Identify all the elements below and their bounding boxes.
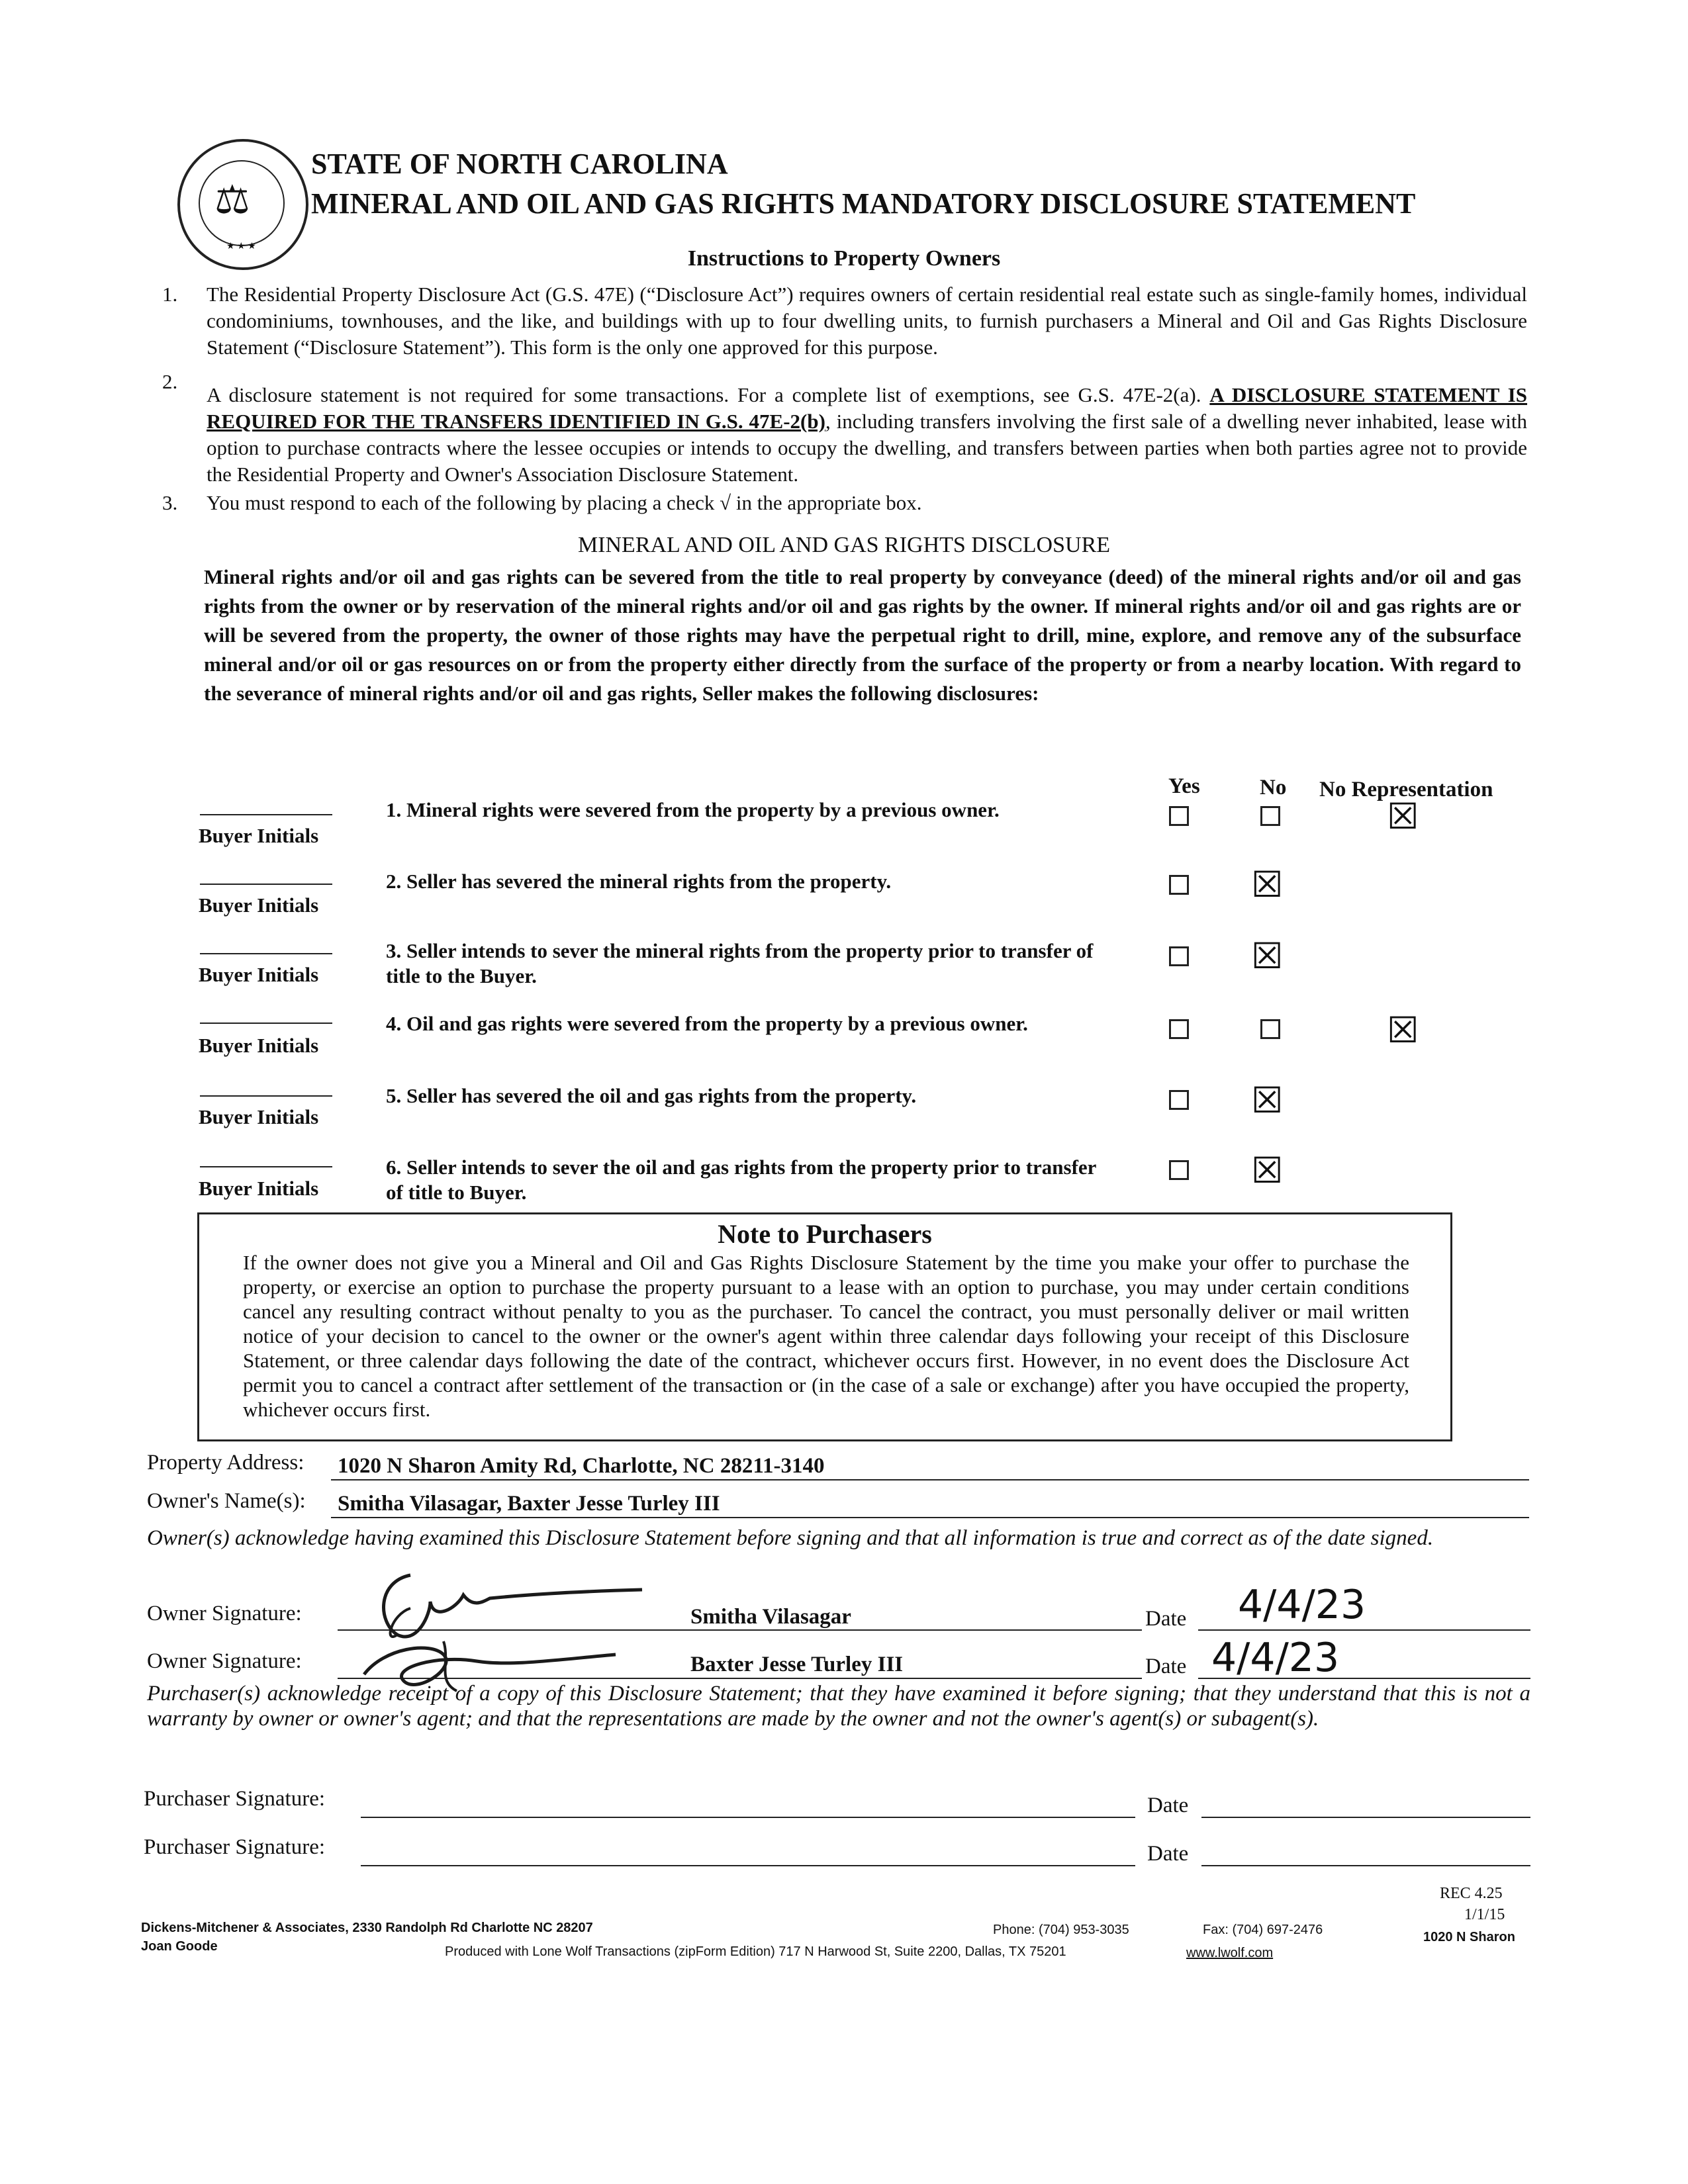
instruction-1-text: The Residential Property Disclosure Act (G.S. 47E) (“Disclosure Act”) requires owners of certain residential real estate such as single-family homes, individual condominiums, townhouses, and the like, and buildings with up to four dwelling units, to furnish purchasers a Mineral and Oil and Gas Rights Disclosure Statement (“Disclosure Statement”). This form is the only one approved for this purpose. — [207, 283, 1527, 359]
instruction-2-emphasis: A DISCLOSURE STATEMENT IS REQUIRED FOR THE TRANSFERS IDENTIFIED IN G.S. 47E-2(b) — [207, 383, 1528, 433]
seal-stars: ★ ★ ★ — [226, 242, 256, 251]
question-4: 4. Oil and gas rights were severed from the property by a previous owner. — [386, 1012, 1028, 1035]
question-6: 6. Seller intends to sever the oil and gas rights from the property prior to transfer of title to Buyer. — [386, 1156, 1096, 1204]
disclosure-intro: Mineral rights and/or oil and gas rights can be severed from the title to real property by conveyance (deed) of the mineral rights and/or oil and gas rights from the owner or by reservation of the mineral rights and/or oil and gas rights by the owner. If mineral rights and/or oil and gas rights are or will be severed from the property, the owner of those rights may have the perpetual right to drill, mine, explore, and remove any of the subsurface mineral and/or oil or gas resources on or from the property either directly from the surface of the property or from a nearby location. With regard to the severance of mineral rights and/or oil and gas rights, Seller makes the following disclosures: — [204, 565, 1521, 705]
website-link[interactable]: www.lwolf.com — [1186, 1946, 1274, 1960]
note-title: Note to Purchasers — [718, 1219, 932, 1249]
instruction-number-3: 3. — [162, 491, 178, 514]
instruction-number-2: 2. — [162, 370, 178, 393]
checkbox-q2-yes[interactable] — [1169, 875, 1189, 895]
disclosure-heading: MINERAL AND OIL AND GAS RIGHTS DISCLOSURE — [577, 533, 1111, 557]
note-text: If the owner does not give you a Mineral and Oil and Gas Rights Disclosure Statement by the time you make your offer to purchase the property, or exercise an option to purchase the property pursuant to a lease with an option to purchase, you may under certain conditions cancel any resulting contract without penalty to you as the purchaser. To cancel the contract, you must personally deliver or mail written notice of your decision to cancel to the owner or the owner's agent within three calendar days following your receipt of this Disclosure Statement, or three calendar days following the date of the contract, whichever occurs first. However, in no event does the Disclosure Act permit you to cancel a contract after settlement of the transaction or (in the case of a sale or exchange) after you have occupied the property, whichever occurs first. — [243, 1251, 1409, 1421]
owners-name-field[interactable]: Smitha Vilasagar, Baxter Jesse Turley III — [338, 1492, 720, 1516]
fax-number: Fax: (704) 697-2476 — [1203, 1923, 1323, 1937]
brokerage-info: Dickens-Mitchener & Associates, 2330 Randolph Rd Charlotte NC 28207 — [141, 1921, 593, 1935]
checkbox-q1-no-representation-checked[interactable]: ☒ — [1387, 796, 1419, 837]
instruction-2-part-b: , including transfers involving the first sale of a dwelling never inhabited, lease with option to purchase contracts where the lessee occupies or intends to occupy the dwelling, and transfers between parties when both parties agree not to provide the Residential Property and Owner's Association Disclosure Statement. — [207, 410, 1527, 486]
owner-1-date-field[interactable]: 4/4/23 — [1238, 1582, 1366, 1628]
purchaser-1-date-label: Date — [1147, 1794, 1189, 1817]
file-reference: 1020 N Sharon — [1423, 1930, 1515, 1944]
buyer-initials-line-1[interactable] — [200, 814, 332, 815]
seal-figures-icon: ⚖ — [214, 178, 246, 222]
buyer-initials-line-5[interactable] — [200, 1095, 332, 1097]
property-address-label: Property Address: — [147, 1451, 305, 1475]
buyer-initials-line-6[interactable] — [200, 1166, 332, 1167]
checkbox-q2-no-checked[interactable]: ☒ — [1251, 864, 1284, 905]
owners-name-label: Owner's Name(s): — [147, 1489, 306, 1513]
owner-2-date-label: Date — [1145, 1655, 1187, 1678]
instructions-heading: Instructions to Property Owners — [687, 246, 1001, 271]
checkbox-q3-yes[interactable] — [1169, 946, 1189, 966]
form-code: REC 4.25 — [1440, 1885, 1503, 1902]
owner-acknowledgement: Owner(s) acknowledge having examined this Disclosure Statement before signing and that all information is true and correct as of the date signed. — [147, 1526, 1434, 1550]
checkbox-q4-no-representation-checked[interactable]: ☒ — [1387, 1009, 1419, 1051]
owners-name-line — [331, 1517, 1529, 1518]
checkbox-q4-yes[interactable] — [1169, 1019, 1189, 1039]
buyer-initials-label-6: Buyer Initials — [199, 1177, 319, 1200]
owner-1-printed-name: Smitha Vilasagar — [690, 1605, 851, 1629]
purchaser-1-date-line[interactable] — [1201, 1817, 1530, 1818]
instruction-number-1: 1. — [162, 283, 178, 306]
owner-1-date-label: Date — [1145, 1607, 1187, 1631]
buyer-initials-label-5: Buyer Initials — [199, 1105, 319, 1128]
instruction-3-text: You must respond to each of the following by placing a check √ in the appropriate box. — [207, 491, 922, 514]
purchaser-signature-label-2: Purchaser Signature: — [144, 1835, 326, 1859]
buyer-initials-label-4: Buyer Initials — [199, 1034, 319, 1057]
checkbox-q6-no-checked[interactable]: ☒ — [1251, 1150, 1284, 1191]
purchaser-2-date-label: Date — [1147, 1842, 1189, 1866]
property-address-line — [331, 1479, 1529, 1480]
buyer-initials-line-2[interactable] — [200, 884, 332, 885]
purchaser-signature-label-1: Purchaser Signature: — [144, 1787, 326, 1811]
form-title-state: STATE OF NORTH CAROLINA — [311, 148, 728, 180]
buyer-initials-label-3: Buyer Initials — [199, 963, 319, 986]
owner-2-date-field[interactable]: 4/4/23 — [1211, 1635, 1340, 1681]
question-5: 5. Seller has severed the oil and gas rights from the property. — [386, 1084, 917, 1107]
checkbox-q4-no[interactable] — [1260, 1019, 1280, 1039]
form-revision-date: 1/1/15 — [1464, 1906, 1505, 1923]
checkbox-q1-yes[interactable] — [1169, 806, 1189, 826]
owner-1-date-line — [1198, 1629, 1530, 1631]
purchaser-signature-line-2[interactable] — [361, 1865, 1135, 1866]
owner-signature-label-1: Owner Signature: — [147, 1602, 302, 1625]
column-yes: Yes — [1168, 774, 1200, 798]
checkbox-q5-yes[interactable] — [1169, 1090, 1189, 1110]
checkbox-q6-yes[interactable] — [1169, 1160, 1189, 1180]
buyer-initials-label-2: Buyer Initials — [199, 893, 319, 917]
property-address-field[interactable]: 1020 N Sharon Amity Rd, Charlotte, NC 28211-3140 — [338, 1454, 825, 1478]
form-title: MINERAL AND OIL AND GAS RIGHTS MANDATORY DISCLOSURE STATEMENT — [311, 187, 1416, 220]
instruction-2-text — [207, 382, 1527, 488]
buyer-initials-line-3[interactable] — [200, 953, 332, 954]
agent-name: Joan Goode — [141, 1939, 218, 1954]
purchaser-acknowledgement: Purchaser(s) acknowledge receipt of a copy of this Disclosure Statement; that they have examined it before signing; that they understand that this is not a warranty by owner or owner's agent; and that the representations are made by the owner and not the owner's agent(s) or subagent(s). — [147, 1682, 1530, 1731]
column-no-representation: No Representation — [1319, 778, 1493, 801]
owner-signature-label-2: Owner Signature: — [147, 1649, 302, 1673]
question-2: 2. Seller has severed the mineral rights from the property. — [386, 870, 892, 893]
note-to-purchasers-box — [197, 1212, 1452, 1441]
purchaser-signature-line-1[interactable] — [361, 1817, 1135, 1818]
checkbox-q1-no[interactable] — [1260, 806, 1280, 826]
phone-number: Phone: (704) 953-3035 — [993, 1923, 1129, 1937]
produced-with-text: Produced with Lone Wolf Transactions (zipForm Edition) 717 N Harwood St, Suite 2200, Dallas, TX 75201 — [445, 1944, 1066, 1959]
instruction-2-part-a: A disclosure statement is not required for some transactions. For a complete list of exemptions, see G.S. 47E-2(a). — [207, 383, 1210, 406]
buyer-initials-line-4[interactable] — [200, 1023, 332, 1024]
question-1: 1. Mineral rights were severed from the property by a previous owner. — [386, 798, 1000, 821]
question-3: 3. Seller intends to sever the mineral rights from the property prior to transfer of title to the Buyer. — [386, 939, 1094, 987]
column-no: No — [1260, 776, 1287, 799]
checkbox-q5-no-checked[interactable]: ☒ — [1251, 1079, 1284, 1121]
checkbox-q3-no-checked[interactable]: ☒ — [1251, 935, 1284, 977]
purchaser-2-date-line[interactable] — [1201, 1865, 1530, 1866]
buyer-initials-label-1: Buyer Initials — [199, 824, 319, 847]
owner-2-printed-name: Baxter Jesse Turley III — [690, 1653, 904, 1676]
